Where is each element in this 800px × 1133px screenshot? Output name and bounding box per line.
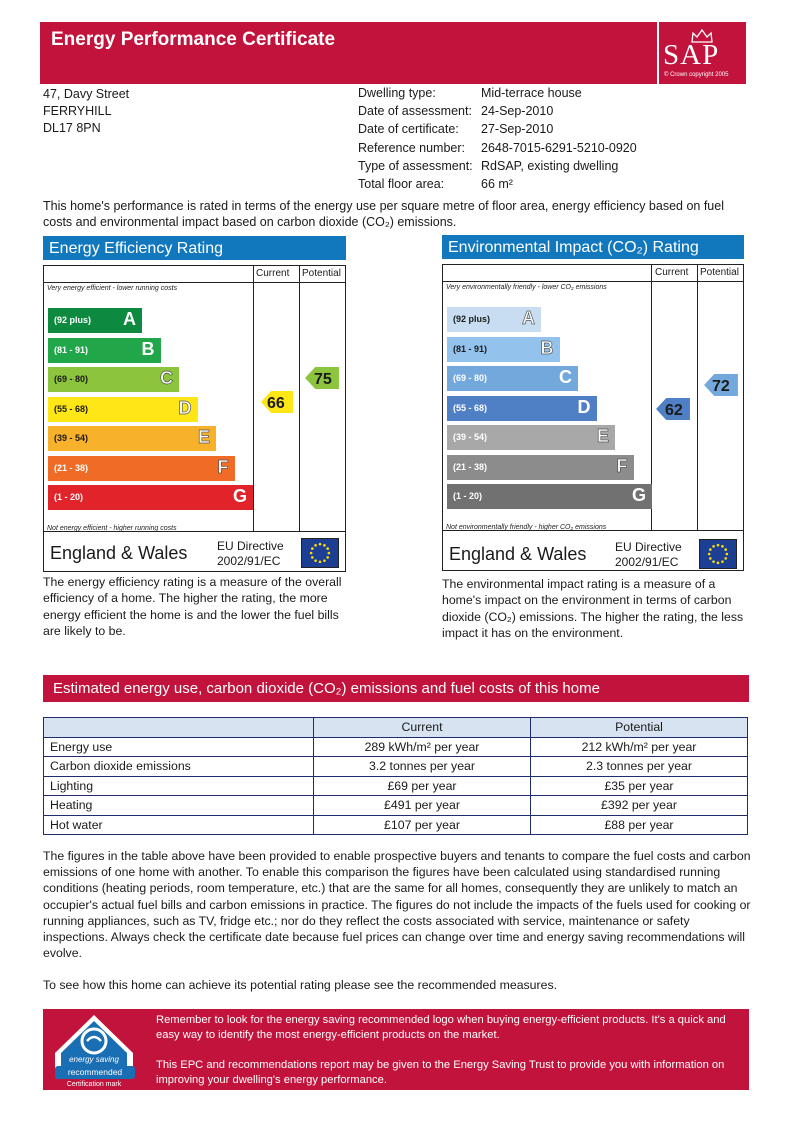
recommendation-paragraph: To see how this home can achieve its potential rating please see the recommended measures.: [43, 978, 558, 992]
estimates-table: [43, 717, 748, 835]
eu-flag-icon: [301, 538, 339, 568]
band-letter: B: [141, 338, 155, 359]
row-label: Hot water: [44, 815, 314, 835]
rating-band-c: [48, 367, 179, 392]
column-divider: [697, 265, 698, 530]
table-row: [44, 776, 748, 796]
current-column-header: Current: [655, 267, 689, 278]
eu-star: [726, 553, 729, 556]
table-row: [44, 796, 748, 816]
estimates-section-title: Estimated energy use, carbon dioxide (CO₂) emissions and fuel costs of this home: [43, 675, 749, 702]
sap-logo-text: SAP: [663, 39, 720, 71]
footer-text: [156, 1013, 741, 1088]
energy-saving-footer: [43, 1009, 749, 1090]
rating-band-a: [447, 307, 541, 332]
rating-band-d: [447, 396, 597, 421]
band-letter: F: [217, 456, 229, 477]
current-rating-value: 62: [665, 402, 683, 419]
environment-rating-description: The environmental impact rating is a measure of a home's impact on the environment in terms of carbon dioxide (CO₂) emissions. The higher the rating, the less impact it has on the environment.: [442, 577, 744, 640]
eu-star: [712, 560, 715, 563]
property-address: [43, 86, 129, 137]
eu-star: [311, 547, 314, 550]
band-range: (81 - 91): [54, 344, 89, 355]
eu-flag-icon: [699, 539, 737, 569]
region-label: England & Wales: [50, 543, 188, 563]
table-header-row: [44, 718, 748, 738]
band-range: (69 - 80): [453, 373, 488, 383]
detail-row: Reference number: 2648-7015-6291-5210-0920: [358, 140, 637, 155]
bottom-note: Not environmentally friendly - higher CO₂ emissions: [446, 524, 607, 531]
environment-rating-title: Environmental Impact (CO₂) Rating: [442, 235, 744, 259]
energy-saving-recommended-logo: [47, 1013, 141, 1087]
rating-band-b: [447, 337, 560, 362]
band-letter: E: [596, 426, 609, 446]
footer-paragraph: Remember to look for the energy saving recommended logo when buying energy-efficient products. It's a quick and easy way to identify the most energy-efficient products on the market.: [156, 1014, 726, 1041]
environment-rating-chart: [442, 264, 744, 571]
address-line: FERRYHILL: [43, 104, 112, 118]
energy-rating-title: Energy Efficiency Rating: [43, 236, 346, 260]
region-label: England & Wales: [449, 544, 587, 564]
row-label: Carbon dioxide emissions: [44, 757, 314, 777]
logo-text: energy saving: [69, 1055, 119, 1064]
row-current: £107 per year: [314, 815, 531, 835]
current-column-header: Current: [256, 268, 290, 279]
row-potential: £392 per year: [531, 796, 748, 816]
header-divider: [44, 282, 345, 283]
header-divider: [443, 281, 743, 282]
eu-star: [328, 552, 331, 555]
row-label: Heating: [44, 796, 314, 816]
sap-logo: [657, 22, 746, 84]
potential-column-header: Potential: [700, 267, 739, 278]
detail-row: Type of assessment: RdSAP, existing dwelling: [358, 158, 619, 173]
band-letter: D: [577, 396, 591, 417]
eu-star: [311, 556, 314, 559]
eu-star: [314, 544, 317, 547]
rating-band-g: [48, 485, 253, 510]
potential-rating-value: 72: [712, 378, 730, 395]
address-line: 47, Davy Street: [43, 87, 130, 101]
band-letter: B: [540, 337, 554, 358]
rating-band-g: [447, 484, 652, 509]
table-row: [44, 737, 748, 757]
current-rating-value: 66: [267, 395, 285, 412]
eu-star: [310, 552, 313, 555]
band-letter: A: [522, 308, 535, 328]
energy-rating-chart: [43, 265, 346, 572]
table-header-blank: [44, 718, 314, 738]
row-current: £491 per year: [314, 796, 531, 816]
footer-paragraph: This EPC and recommendations report may be given to the Energy Saving Trust to provide you with information on improving your dwelling's energy performance.: [156, 1059, 725, 1086]
row-label: Energy use: [44, 737, 314, 757]
top-note: Very environmentally friendly - lower CO₂ emissions: [446, 284, 607, 291]
certificate-header: [40, 22, 746, 84]
band-letter: C: [160, 368, 173, 388]
eu-star: [323, 559, 326, 562]
table-row: [44, 815, 748, 835]
eu-directive: EU Directive 2002/91/EC: [217, 539, 284, 568]
rating-band-f: [48, 456, 235, 481]
band-range: (92 plus): [54, 315, 92, 325]
band-letter: F: [616, 455, 628, 476]
eu-directive: EU Directive 2002/91/EC: [615, 540, 682, 569]
row-potential: £88 per year: [531, 815, 748, 835]
rating-band-f: [447, 455, 634, 480]
eu-star: [717, 562, 720, 565]
rating-band-c: [447, 366, 578, 391]
column-divider: [253, 266, 254, 531]
rating-band-e: [48, 426, 216, 451]
table-header-current: Current: [314, 718, 531, 738]
eu-star: [724, 548, 727, 551]
logo-caption: Certification mark: [66, 1081, 122, 1088]
detail-row: Date of certificate: 27-Sep-2010: [358, 122, 554, 137]
band-letter: C: [559, 367, 572, 387]
eu-star: [709, 557, 712, 560]
row-current: 289 kWh/m² per year: [314, 737, 531, 757]
eu-star: [314, 559, 317, 562]
band-range: (69 - 80): [54, 374, 89, 384]
eu-star: [708, 553, 711, 556]
table-header-potential: Potential: [531, 718, 748, 738]
band-range: (81 - 91): [453, 343, 488, 354]
logo-badge: recommended: [55, 1066, 135, 1079]
crown-copyright: © Crown copyright 2005: [664, 72, 729, 78]
potential-rating-value: 75: [314, 371, 332, 388]
band-range: (55 - 68): [54, 403, 89, 414]
row-label: Lighting: [44, 776, 314, 796]
band-range: (55 - 68): [453, 402, 488, 413]
bottom-note: Not energy efficient - higher running costs: [47, 525, 177, 532]
band-letter: D: [178, 397, 192, 418]
table-row: [44, 757, 748, 777]
eu-star: [319, 543, 322, 546]
eu-star: [323, 544, 326, 547]
certificate-title: Energy Performance Certificate: [51, 29, 336, 50]
top-note: Very energy efficient - lower running costs: [47, 285, 178, 292]
band-range: (39 - 54): [54, 433, 89, 443]
address-postcode: DL17 8PN: [43, 121, 101, 135]
band-range: (92 plus): [453, 314, 491, 324]
eu-star: [326, 547, 329, 550]
band-letter: A: [123, 309, 136, 329]
band-range: (39 - 54): [453, 432, 488, 442]
potential-column-header: Potential: [302, 268, 341, 279]
detail-row: Dwelling type: Mid-terrace house: [358, 86, 582, 100]
rating-band-b: [48, 338, 161, 363]
energy-rating-description: The energy efficiency rating is a measure of the overall efficiency of a home. The higher the rating, the more energy efficient the home is and the lower the fuel bills are likely to be.: [43, 575, 342, 638]
rating-band-e: [447, 425, 615, 450]
rating-band-a: [48, 308, 142, 333]
column-divider: [299, 266, 300, 531]
eu-star: [721, 545, 724, 548]
band-letter: G: [232, 486, 247, 506]
band-range: (1 - 20): [453, 491, 483, 501]
row-current: 3.2 tonnes per year: [314, 757, 531, 777]
band-letter: E: [197, 427, 210, 447]
band-range: (21 - 38): [54, 462, 89, 473]
row-potential: 212 kWh/m² per year: [531, 737, 748, 757]
eu-star: [709, 548, 712, 551]
band-range: (1 - 20): [54, 492, 84, 502]
eu-star: [721, 560, 724, 563]
eu-star: [724, 557, 727, 560]
band-letter: G: [631, 485, 646, 505]
eu-star: [319, 561, 322, 564]
intro-text: This home's performance is rated in terms of the energy use per square metre of floor area, energy efficiency based on fuel costs and environmental impact based on carbon dioxide (CO₂) emissions.: [43, 199, 724, 229]
detail-row: Date of assessment: 24-Sep-2010: [358, 104, 554, 119]
explanation-paragraph: The figures in the table above have been provided to enable prospective buyers and tenants to compare the fuel costs and carbon emissions of one home with another. To enable this comparison the figures have been calculated using standardised running conditions (heating periods, room temperature, etc.) that are the same for all homes, consequently they are unlikely to match an occupier's actual fuel bills and carbon emissions in practice. The figures do not include the impacts of the fuels used for cooking or running appliances, such as TV, fridge etc.; nor do they reflect the costs associated with service, maintenance or safety inspections. Always check the certificate date because fuel prices can change over time and energy saving recommendations will evolve.: [43, 849, 751, 961]
property-details: [358, 84, 637, 193]
row-potential: £35 per year: [531, 776, 748, 796]
band-range: (21 - 38): [453, 461, 488, 472]
row-potential: 2.3 tonnes per year: [531, 757, 748, 777]
eu-star: [717, 544, 720, 547]
rating-band-d: [48, 397, 198, 422]
eu-star: [712, 545, 715, 548]
row-current: £69 per year: [314, 776, 531, 796]
detail-row: Total floor area: 66 m²: [358, 177, 513, 192]
eu-star: [326, 556, 329, 559]
